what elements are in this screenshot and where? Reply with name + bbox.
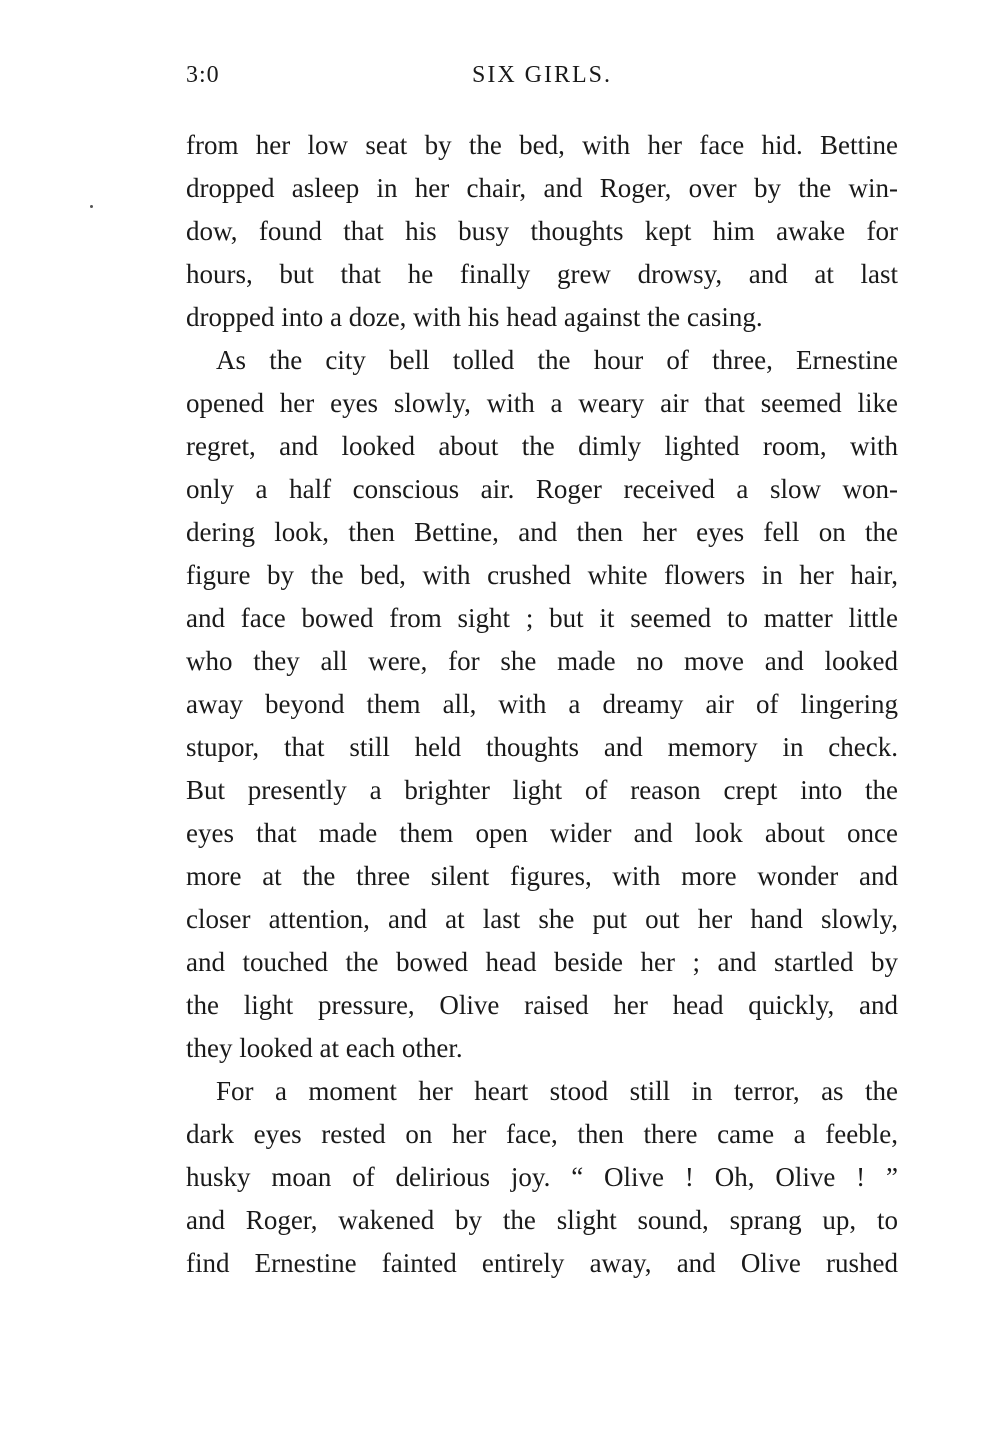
text-line: more at the three silent figures, with more wonder and xyxy=(186,861,898,891)
text-line: who they all were, for she made no move and looked xyxy=(186,646,898,676)
text-line: and face bowed from sight ; but it seemed to matter little xyxy=(186,603,898,633)
text-line: hours, but that he finally grew drowsy, and at last xyxy=(186,259,898,289)
text-line: only a half conscious air. Roger received a slow won- xyxy=(186,474,898,504)
text-line: But presently a brighter light of reason crept into the xyxy=(186,775,898,805)
text-line: regret, and looked about the dimly lighted room, with xyxy=(186,431,898,461)
text-line: away beyond them all, with a dreamy air of lingering xyxy=(186,689,898,719)
text-line: stupor, that still held thoughts and memory in check. xyxy=(186,732,898,762)
text-line: and Roger, wakened by the slight sound, sprang up, to xyxy=(186,1205,898,1235)
text-line: the light pressure, Olive raised her head quickly, and xyxy=(186,990,898,1020)
page-number: 3:0 xyxy=(186,62,220,88)
text-line: eyes that made them open wider and look about once xyxy=(186,818,898,848)
text-line: closer attention, and at last she put out her hand slowly, xyxy=(186,904,898,934)
stray-ink-mark xyxy=(90,205,93,208)
text-line: husky moan of delirious joy. “ Olive ! Oh, Olive ! ” xyxy=(186,1162,898,1192)
text-line: they looked at each other. xyxy=(186,1033,463,1063)
text-line: figure by the bed, with crushed white flowers in her hair, xyxy=(186,560,898,590)
text-line: dropped asleep in her chair, and Roger, over by the win- xyxy=(186,173,898,203)
text-line: dropped into a doze, with his head against the casing. xyxy=(186,302,763,332)
page-header xyxy=(186,62,898,98)
text-line: find Ernestine fainted entirely away, and Olive rushed xyxy=(186,1248,898,1278)
text-line: dow, found that his busy thoughts kept him awake for xyxy=(186,216,898,246)
text-line: and touched the bowed head beside her ; and startled by xyxy=(186,947,898,977)
text-line: opened her eyes slowly, with a weary air that seemed like xyxy=(186,388,898,418)
text-line: dark eyes rested on her face, then there came a feeble, xyxy=(186,1119,898,1149)
text-line: from her low seat by the bed, with her face hid. Bettine xyxy=(186,130,898,160)
text-line: As the city bell tolled the hour of three, Ernestine xyxy=(216,345,898,375)
body-text xyxy=(186,124,898,1285)
text-line: dering look, then Bettine, and then her eyes fell on the xyxy=(186,517,898,547)
running-title: SIX GIRLS. xyxy=(471,62,612,88)
text-line: For a moment her heart stood still in terror, as the xyxy=(216,1076,898,1106)
